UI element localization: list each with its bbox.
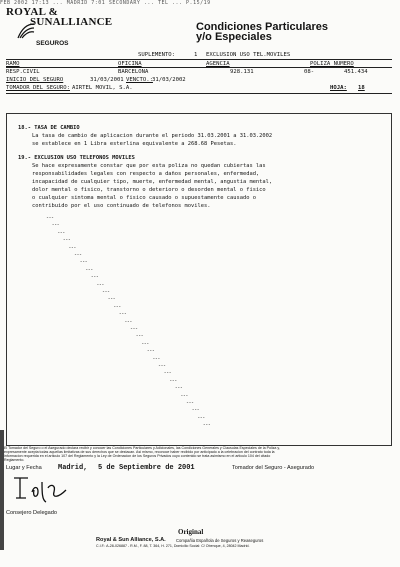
value-agencia: 928.131: [230, 69, 254, 75]
dash-mark: ---: [46, 215, 54, 221]
tomador-value: AIRTEL MOVIL, S.A.: [72, 85, 133, 91]
dash-mark: ---: [174, 385, 183, 392]
suplemento-number: 1: [194, 52, 198, 58]
section19-line: contribuido por el uso continuado de telefonos moviles.: [32, 203, 211, 209]
dash-mark: ---: [186, 400, 194, 406]
dash-mark: ---: [180, 392, 188, 399]
dash-mark: ---: [191, 407, 200, 414]
dash-mark: ---: [68, 244, 76, 251]
section19-heading: 19.- EXCLUSION USO TELEFONOS MOVILES: [18, 155, 135, 161]
vencto-date: 31/03/2002: [152, 77, 186, 83]
dash-mark: ---: [62, 237, 71, 244]
divider: [6, 59, 392, 60]
company-name: Royal & Sun Alliance, S.A.: [96, 537, 166, 543]
hoja-value: 18: [358, 85, 365, 91]
dash-mark: ---: [85, 266, 93, 273]
section19-line: responsabilidades legales con respecto a daños personales, enfermedad,: [32, 171, 260, 177]
consejero-label: Consejero Delegado: [6, 510, 57, 516]
suplemento-label: SUPLEMENTO:: [138, 52, 176, 58]
logo-swirl-icon: [16, 22, 36, 40]
fine-print-line: El Tomador del Seguro o el Asegurado declara recibir y conocer las Condiciones Particulares y Adicionales, las Condiciones Generales y Clausulas Especiales de la Poliza y,: [4, 446, 280, 450]
place-label: Lugar y Fecha: [6, 465, 42, 471]
dash-mark: ---: [57, 229, 65, 236]
value-poliza-number: 451.434: [344, 69, 368, 75]
suplemento-text: EXCLUSION USO TEL.MOVILES: [206, 52, 291, 58]
dash-mark: ---: [197, 414, 205, 421]
divider: [6, 67, 392, 68]
fine-print-line: informacion requerida en el articulo 107 del Reglamento y la Ley de Ordenacion de los Seguros Privados cuyo contenido se trata asimismo en el articulo 104 del citado: [4, 454, 271, 458]
document-title: Condiciones Particulares: [196, 21, 329, 33]
inicio-label: INICIO DEL SEGURO: [6, 77, 64, 83]
dash-mark: ---: [74, 252, 82, 258]
dash-mark: ---: [152, 355, 160, 362]
divider: [6, 93, 392, 94]
fine-print-line: expresamente acepta todas aquellas limitativas de sus derechos que se destacan. Asi mismo, reconoce haber recibido por anticipado a la celebracion del contrato toda la: [4, 450, 275, 454]
dash-mark: ---: [124, 318, 132, 325]
section18-line: se establece en 1 Libra esterlina equivalente a 268.68 Pesetas.: [32, 141, 237, 147]
document-subtitle: y/o Especiales: [196, 31, 272, 43]
logo-line3: SEGUROS: [36, 40, 69, 47]
hoja-label: HOJA:: [330, 85, 347, 91]
dash-mark: ---: [130, 326, 138, 332]
value-poliza-prefix: 08-: [304, 69, 315, 75]
tomador-label: TOMADOR DEL SEGURO:: [6, 85, 70, 91]
tomador-signature-label: Tomador del Seguro - Asegurado: [232, 465, 315, 471]
stamp-original: Original: [178, 528, 204, 536]
vencto-label: VENCTO.:: [126, 77, 153, 83]
inicio-date: 31/03/2001: [90, 77, 124, 83]
fax-header: FEB 2002 17:13 ... MADRID 7:01 SECONDARY ... TEL ... P.15/19: [0, 0, 211, 6]
dash-mark: ---: [118, 311, 127, 318]
signature-date: 5 de Septiembre de 2001: [98, 464, 195, 472]
place-value: Madrid,: [58, 464, 88, 472]
dash-mark: ---: [169, 377, 177, 384]
logo-line2: SUNALLIANCE: [30, 16, 113, 28]
header-agencia: AGENCIA: [206, 61, 230, 67]
value-ramo: RESP.CIVIL: [6, 69, 40, 75]
section18-heading: 18.- TASA DE CAMBIO: [18, 125, 80, 131]
section19-line: Se hace expresamente constar que por esta poliza no quedan cubiertas las: [32, 163, 266, 169]
section19-line: dolor mental o fisico, transtorno o deterioro o desorden mental o fisico: [32, 187, 266, 193]
dash-mark: ---: [158, 363, 166, 369]
dash-mark: ---: [163, 370, 172, 377]
fine-print-line: Reglamento.: [4, 458, 25, 462]
dash-mark: ---: [51, 222, 60, 229]
dash-mark: ---: [79, 259, 88, 266]
dash-mark: ---: [141, 340, 149, 347]
dash-mark: ---: [202, 422, 211, 429]
dash-mark: ---: [107, 296, 116, 303]
header-oficina: OFICINA: [118, 61, 142, 67]
dash-mark: ---: [96, 281, 104, 288]
value-oficina: BARCELONA: [118, 69, 149, 75]
logo-line1: ROYAL &: [6, 6, 59, 18]
header-poliza: POLIZA NUMERO: [310, 61, 354, 67]
section19-line: incapacidad de cualquier tipo, muerte, enfermedad mental, angustia mental,: [32, 179, 273, 185]
dash-mark: ---: [146, 348, 155, 355]
header-ramo: RAMO: [6, 61, 20, 67]
section18-line: La tasa de cambio de aplicacion durante el periodo 31.03.2001 a 31.03.2002: [32, 133, 273, 139]
company-address: C.I.F.: A-28-026887 - R.M., F. 88, T. 364, H. 271, Domicilio Social: C/ Obenque, 4, 28042 Madrid.: [96, 544, 250, 548]
dash-mark: ---: [90, 274, 99, 281]
dash-mark: ---: [135, 333, 144, 340]
dash-mark: ---: [113, 303, 121, 310]
company-note: Compañia Española de Seguros y Reaseguros: [176, 538, 264, 543]
section19-line: o cualquier sintoma mental o fisico causado o supuestamente causado o: [32, 195, 256, 201]
dash-mark: ---: [102, 289, 110, 295]
signature-scribble-icon: [12, 474, 72, 506]
